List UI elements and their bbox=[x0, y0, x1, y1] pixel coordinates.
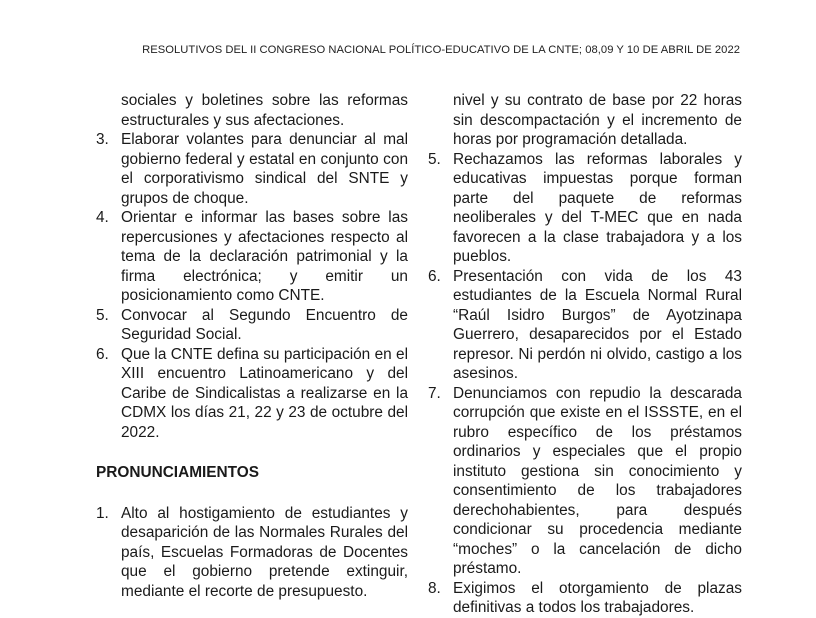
list-item-text: Orientar e informar las bases sobre las repercusiones y afectaciones respecto al tema de la declaración patrimonial y la firma electrónica; y emitir un posicionamiento como CNTE. bbox=[121, 209, 408, 304]
list-item bbox=[428, 150, 742, 267]
list-number: 4. bbox=[96, 209, 109, 226]
left-column bbox=[96, 91, 408, 601]
list-item-text: Alto al hostigamiento de estudiantes y desaparición de las Normales Rurales del país, Escuelas Formadoras de Docentes que el gobierno pretende extinguir, mediante el recorte de presupuesto. bbox=[121, 504, 408, 600]
list-item bbox=[428, 267, 742, 384]
list-item bbox=[96, 208, 408, 306]
list-number: 5. bbox=[96, 306, 109, 324]
section-heading: PRONUNCIAMIENTOS bbox=[96, 464, 260, 481]
list-number: 6. bbox=[96, 345, 109, 363]
list-item-text: Elaborar volantes para denunciar al mal gobierno federal y estatal en conjunto con el corporativismo sindical del SNTE y grupos de choque. bbox=[121, 131, 408, 207]
list-number: 6. bbox=[428, 267, 441, 285]
list-item bbox=[96, 504, 408, 602]
list-item bbox=[428, 384, 742, 579]
list-item bbox=[428, 579, 742, 618]
continued-text: nivel y su contrato de base por 22 horas sin descompactación y el incremento de horas por programación detallada. bbox=[453, 92, 742, 148]
list-item-text: Denunciamos con repudio la descarada corrupción que existe en el ISSSTE, en el rubro específico de los préstamos ordinarios y especiales que el propio instituto gestiona sin conocimiento y consentimiento de los trabajadores derechohabientes, para después condicionar su procedencia mediante “moches” o la cancelación de dicho préstamo. bbox=[453, 384, 742, 577]
right-column bbox=[428, 91, 742, 618]
list-item bbox=[96, 130, 408, 208]
list-item-text: Rechazamos las reformas laborales y educativas impuestas porque forman parte del paquete de reformas neoliberales y del T-MEC que en nada favorecen a la clase trabajadora y a los pueblos. bbox=[453, 150, 742, 265]
list-number: 1. bbox=[96, 504, 109, 522]
list-item-text: Que la CNTE defina su participación en el XIII encuentro Latinoamericano y del Caribe de Sindicalistas a realizarse en la CDMX los días 21, 22 y 23 de octubre del 2022. bbox=[121, 345, 408, 441]
pronouncements-list-continued bbox=[428, 150, 742, 618]
list-number: 3. bbox=[96, 131, 109, 148]
list-item-text: Convocar al Segundo Encuentro de Seguridad Social. bbox=[121, 306, 408, 343]
pronouncements-list bbox=[96, 504, 408, 602]
resolutions-list bbox=[96, 130, 408, 442]
list-number: 8. bbox=[428, 579, 441, 597]
list-number: 7. bbox=[428, 384, 441, 402]
list-item bbox=[96, 345, 408, 443]
continued-text: sociales y boletines sobre las reformas estructurales y sus afectaciones. bbox=[121, 92, 408, 129]
list-item bbox=[96, 306, 408, 345]
list-item-text: Presentación con vida de los 43 estudiantes de la Escuela Normal Rural “Raúl Isidro Burgos” de Ayotzinapa Guerrero, desaparecidos por el Estado represor. Ni perdón ni olvido, castigo a los asesinos. bbox=[453, 267, 742, 382]
running-header: RESOLUTIVOS DEL II CONGRESO NACIONAL POLÍTICO-EDUCATIVO DE LA CNTE; 08,09 Y 10 DE ABRIL DE 2022 bbox=[142, 44, 740, 56]
list-number: 5. bbox=[428, 150, 441, 168]
list-item-text: Exigimos el otorgamiento de plazas definitivas a todos los trabajadores. bbox=[453, 579, 742, 616]
